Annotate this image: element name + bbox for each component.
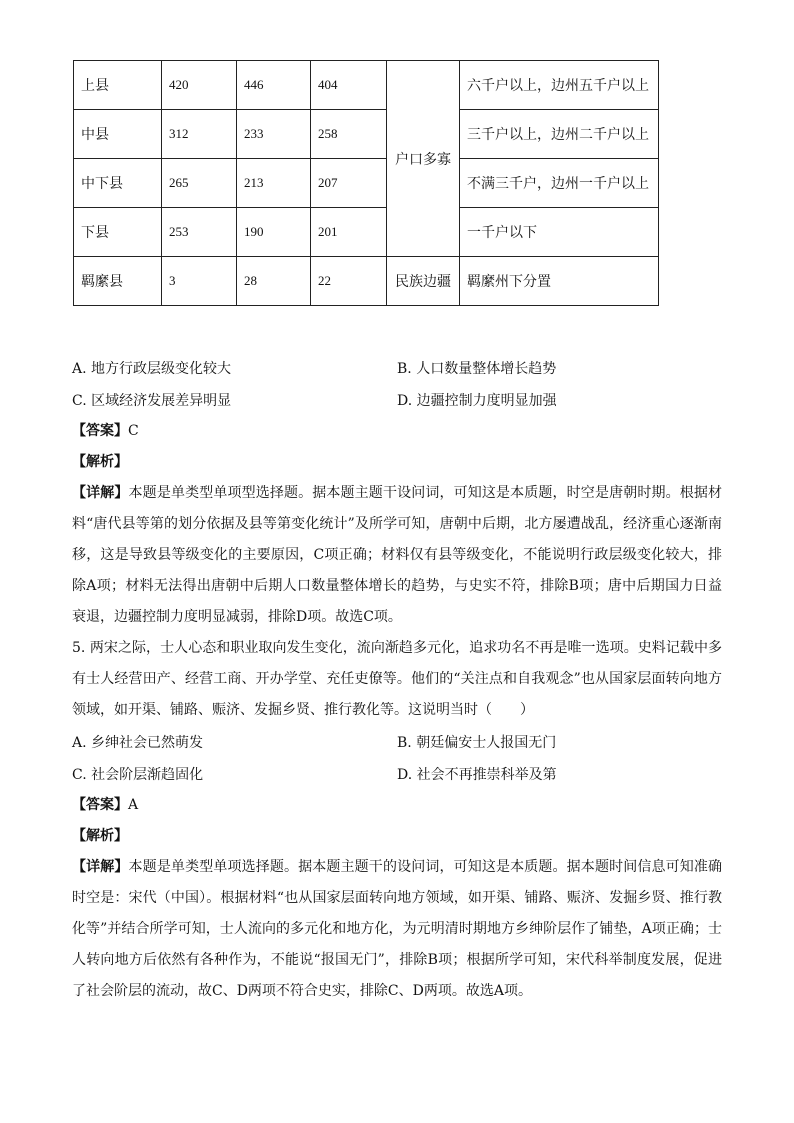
table-row (74, 61, 659, 110)
q4-options-row-2 (72, 384, 722, 416)
table-row (74, 110, 659, 159)
description-cell: 羁縻州下分置 (460, 257, 659, 306)
value-cell: 3 (162, 257, 237, 306)
value-cell: 420 (162, 61, 237, 110)
q4-answer (72, 416, 722, 447)
value-cell: 253 (162, 208, 237, 257)
basis-cell: 户口多寡 (387, 61, 460, 257)
detail-text: 本题是单类型单项型选择题。据本题主题干设问词，可知这是本质题，时空是唐朝时期。根据材料“唐代县等第的划分依据及县等第变化统计”及所学可知，唐朝中后期，北方屡遭战乱，经济重心逐渐南移，这是导致县等级变化的主要原因，C项正确；材料仅有县等级变化，不能说明行政层级变化较大，排除A项；材料无法得出唐朝中后期人口数量整体增长的趋势，与史实不符，排除B项；唐中后期国力日益衰退，边疆控制力度明显减弱，排除D项。故选C项。 (72, 485, 723, 625)
grade-cell: 中下县 (74, 159, 162, 208)
q5-options-row-2 (72, 758, 722, 790)
table-row (74, 208, 659, 257)
answer-label: 【答案】 (72, 797, 128, 813)
q4-option-a: A. 地方行政层级变化较大 (72, 361, 232, 377)
grade-cell: 中县 (74, 110, 162, 159)
value-cell: 312 (162, 110, 237, 159)
county-grade-table (73, 60, 659, 306)
grade-cell: 羁縻县 (74, 257, 162, 306)
q5-analysis-label: 【解析】 (72, 828, 128, 844)
value-cell: 207 (311, 159, 387, 208)
value-cell: 28 (237, 257, 311, 306)
detail-label: 【详解】 (72, 485, 129, 501)
value-cell: 213 (237, 159, 311, 208)
description-cell: 六千户以上，边州五千户以上 (460, 61, 659, 110)
table-row (74, 257, 659, 306)
q5-options-row-1 (72, 726, 722, 758)
value-cell: 446 (237, 61, 311, 110)
answer-label: 【答案】 (72, 423, 128, 439)
q5-answer (72, 790, 722, 821)
description-cell: 不满三千户，边州一千户以上 (460, 159, 659, 208)
q5-option-c: C. 社会阶层渐趋固化 (72, 767, 204, 783)
answer-value: A (128, 797, 139, 813)
q5-option-a: A. 乡绅社会已然萌发 (72, 735, 204, 751)
q4-option-c: C. 区域经济发展差异明显 (72, 393, 232, 409)
description-cell: 一千户以下 (460, 208, 659, 257)
grade-cell: 上县 (74, 61, 162, 110)
q5-detail (72, 852, 722, 1007)
value-cell: 201 (311, 208, 387, 257)
grade-cell: 下县 (74, 208, 162, 257)
detail-text: 本题是单类型单项选择题。据本题主题干的设问词，可知这是本质题。据本题时间信息可知准确时空是：宋代（中国）。根据材料“也从国家层面转向地方领域，如开渠、铺路、赈济、发掘乡贤、推行教化等”并结合所学可知，士人流向的多元化和地方化，为元明清时期地方乡绅阶层作了铺垫，A项正确；士人转向地方后依然有各种作为，不能说“报国无门”，排除B项；根据所学可知，宋代科举制度发展，促进了社会阶层的流动，故C、D两项不符合史实，排除C、D两项。故选A项。 (72, 859, 723, 999)
detail-label: 【详解】 (72, 859, 129, 875)
value-cell: 190 (237, 208, 311, 257)
value-cell: 258 (311, 110, 387, 159)
q4-option-d: D. 边疆控制力度明显加强 (397, 393, 557, 409)
document-page (72, 60, 722, 1007)
q4-analysis-label: 【解析】 (72, 454, 128, 470)
q4-options-row-1 (72, 352, 722, 384)
table-row (74, 159, 659, 208)
basis-cell: 民族边疆 (387, 257, 460, 306)
q5-stem: 5. 两宋之际，士人心态和职业取向发生变化，流向渐趋多元化，追求功名不再是唯一选项。史料记载中多有士人经营田产、经营工商、开办学堂、充任吏僚等。他们的“关注点和自我观念”也从国家层面转向地方领域，如开渠、铺路、赈济、发掘乡贤、推行教化等。这说明当时（ ） (72, 640, 722, 718)
q4-option-b: B. 人口数量整体增长趋势 (397, 361, 557, 377)
value-cell: 265 (162, 159, 237, 208)
answer-value: C (128, 423, 139, 439)
q4-detail (72, 478, 722, 633)
value-cell: 404 (311, 61, 387, 110)
value-cell: 22 (311, 257, 387, 306)
q5-option-b: B. 朝廷偏安士人报国无门 (397, 735, 557, 751)
q5-option-d: D. 社会不再推崇科举及第 (397, 767, 557, 783)
value-cell: 233 (237, 110, 311, 159)
description-cell: 三千户以上，边州二千户以上 (460, 110, 659, 159)
